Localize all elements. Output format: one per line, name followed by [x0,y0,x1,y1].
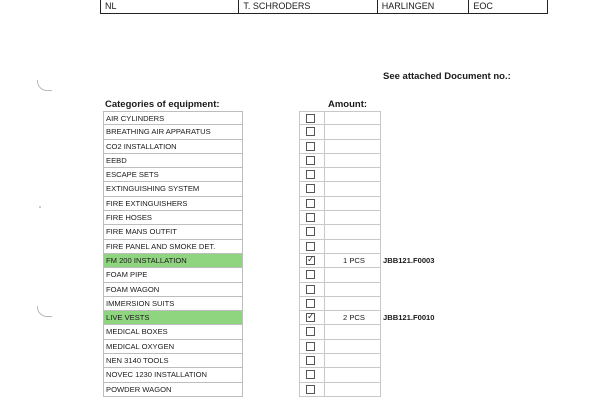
amount-cell [325,125,381,139]
checkbox-cell [299,383,325,397]
table-row [103,354,383,368]
table-row [103,225,383,239]
equipment-checkbox[interactable] [306,327,315,336]
equipment-name: FM 200 INSTALLATION [103,254,243,268]
equipment-name: FIRE PANEL AND SMOKE DET. [103,240,243,254]
equipment-name: EEBD [103,154,243,168]
equipment-name: FIRE EXTINGUISHERS [103,197,243,211]
checkbox-cell [299,211,325,225]
checkbox-cell [299,297,325,311]
equipment-checkbox[interactable] [306,142,315,151]
checkbox-cell [299,140,325,154]
header-country: NL [101,0,239,13]
equipment-checkbox[interactable] [306,342,315,351]
amount-cell [325,354,381,368]
checkbox-cell [299,325,325,339]
amount-cell: 2 PCS [325,311,381,325]
equipment-checkbox[interactable] [306,370,315,379]
speck-mark [39,206,41,208]
equipment-name: FOAM WAGON [103,283,243,297]
check-mark-icon: ✓ [307,311,315,322]
amount-cell [325,383,381,397]
table-row [103,325,383,339]
equipment-checkbox[interactable] [306,356,315,365]
table-row [103,383,383,397]
checkbox-cell [299,240,325,254]
checkbox-cell [299,354,325,368]
amount-cell [325,297,381,311]
table-row [103,211,383,225]
checkbox-cell [299,283,325,297]
checkbox-cell [299,225,325,239]
checkbox-cell [299,340,325,354]
equipment-list [103,111,435,397]
amount-cell [325,340,381,354]
equipment-name: ESCAPE SETS [103,168,243,182]
table-row [103,154,383,168]
equipment-name: BREATHING AIR APPARATUS [103,125,243,139]
equipment-checkbox[interactable] [306,127,315,136]
table-row [103,283,383,297]
table-row [103,297,383,311]
equipment-name: FIRE MANS OUTFIT [103,225,243,239]
table-row [103,168,383,182]
equipment-name: IMMERSION SUITS [103,297,243,311]
table-row [103,182,383,196]
amount-cell [325,168,381,182]
amount-cell: 1 PCS [325,254,381,268]
header-location: HARLINGEN [378,0,470,13]
checkbox-cell [299,111,325,125]
check-mark-icon: ✓ [307,253,315,264]
equipment-checkbox[interactable] [306,253,315,265]
amount-cell [325,368,381,382]
amount-cell [325,111,381,125]
checkbox-cell [299,268,325,282]
equipment-name: FIRE HOSES [103,211,243,225]
equipment-checkbox[interactable] [306,199,315,208]
checkbox-cell [299,254,325,268]
equipment-name: POWDER WAGON [103,383,243,397]
checkbox-cell [299,125,325,139]
equipment-checkbox[interactable] [306,227,315,236]
equipment-checkbox[interactable] [306,242,315,251]
checkbox-cell [299,182,325,196]
amount-cell [325,211,381,225]
amount-cell [325,283,381,297]
document-number: JBB121.F0010 [383,313,435,323]
equipment-checkbox[interactable] [306,270,315,279]
document-number: JBB121.F0003 [383,255,435,265]
equipment-checkbox[interactable] [306,184,315,193]
amount-cell [325,182,381,196]
table-row [103,253,435,268]
amount-cell [325,197,381,211]
table-row [103,197,383,211]
header-name: T. SCHRODERS [239,0,377,13]
equipment-checkbox[interactable] [306,114,315,123]
equipment-name: FOAM PIPE [103,268,243,282]
checkbox-cell [299,168,325,182]
amount-cell [325,140,381,154]
equipment-name: NOVEC 1230 INSTALLATION [103,368,243,382]
equipment-checkbox[interactable] [306,313,315,322]
header-table [100,0,548,14]
table-row [103,111,383,125]
amount-cell [325,325,381,339]
table-row [103,125,383,139]
checkbox-cell [299,368,325,382]
equipment-name: NEN 3140 TOOLS [103,354,243,368]
table-row [103,340,383,354]
equipment-checkbox[interactable] [306,385,315,394]
table-row [103,311,435,325]
equipment-name: EXTINGUISHING SYSTEM [103,182,243,196]
amount-cell [325,268,381,282]
header-code: EOC [473,1,493,11]
punch-hole-mark [37,306,52,317]
categories-heading: Categories of equipment: [105,99,220,110]
amount-cell [325,225,381,239]
checkbox-cell [299,154,325,168]
equipment-name: AIR CYLINDERS [103,111,243,125]
see-attached-label: See attached Document no.: [383,71,511,82]
equipment-checkbox[interactable] [306,156,315,165]
table-row [103,140,383,154]
amount-cell [325,240,381,254]
equipment-checkbox[interactable] [306,213,315,222]
equipment-name: MEDICAL OXYGEN [103,340,243,354]
equipment-name: MEDICAL BOXES [103,325,243,339]
equipment-checkbox[interactable] [306,285,315,294]
equipment-name: LIVE VESTS [103,311,243,325]
checkbox-cell [299,311,325,325]
amount-heading: Amount: [328,99,368,110]
equipment-name: CO2 INSTALLATION [103,140,243,154]
table-row [103,240,383,254]
equipment-checkbox[interactable] [306,299,315,308]
checkbox-cell [299,197,325,211]
table-row [103,268,383,282]
equipment-checkbox[interactable] [306,170,315,179]
amount-cell [325,154,381,168]
table-row [103,368,383,382]
punch-hole-mark [37,80,52,91]
